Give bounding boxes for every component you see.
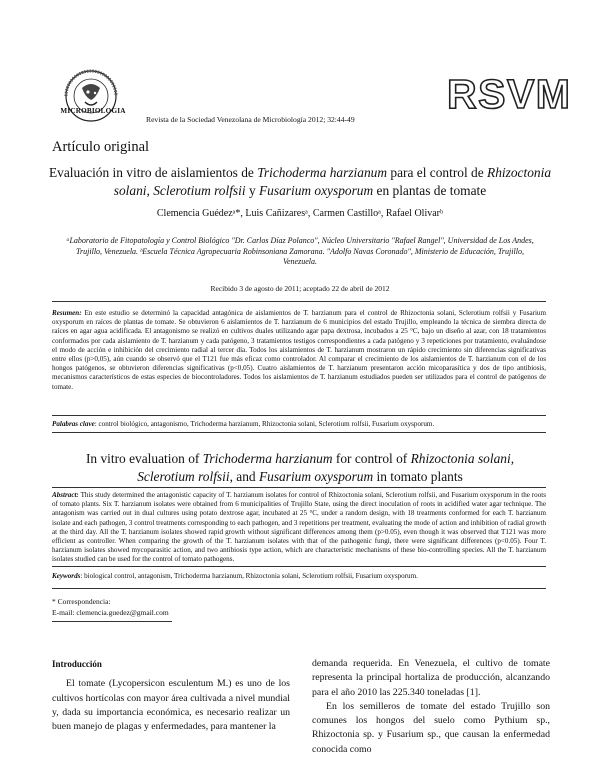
paragraph: En los semilleros de tomate del estado Trujillo son comunes los hongos del suelo como Pythium sp., Rhizoctonia sp. y Fusarium sp., que causan la enfermedad conocida como [312,700,550,755]
divider [52,487,546,488]
correspondence-email: E-mail: clemencia.guedez@gmail.com [52,608,169,617]
received-dates: Recibido 3 de agosto de 2011; aceptado 22 de abril de 2012 [210,284,390,293]
footnote-divider [52,621,172,622]
column-left [52,657,290,734]
column-right [312,657,550,757]
divider [52,415,546,416]
divider [52,588,546,589]
paragraph: demanda requerida. En Venezuela, el cultivo de tomate representa la principal hortaliza de producción, alcanzando para el año 2010 las 225.340 toneladas [1]. [312,658,550,698]
correspondence [52,596,169,618]
journal-reference: Revista de la Sociedad Venezolana de Microbiología 2012; 32:44-49 [146,115,355,124]
divider [52,432,546,433]
article-type: Artículo original [52,139,150,155]
resumen: Resumen: En este estudio se determinó la capacidad antagónica de aislamientos de T. harzianum para el control de Rhizoctonia solani, Sclerotium rolfsii y Fusarium oxysporum en raíces de plantas de tomate. Se obtuvieron 6 aislamientos de T. harzianum de 6 municipios del estado Trujillo, empleando la técnica de siembra directa de raíces en agar agua acidificada. El antagonismo se realizó en cultivos duales utilizando agar papa dextrosa, incubados a 25 °C, bajo un diseño al azar, con 18 tratamientos conformados por cada aislamiento de T. harzianum y cada patógeno, 3 tratamientos testigos correspondientes a cada patógeno y 3 repeticiones por tratamiento, evaluándose el modo de acción e inhibición del crecimiento radial al tercer día. Todos los aislamientos de T. harzianum mostraron un rápido crecimiento sin diferencias significativas entre ellos (p>0,05), aún cuando se observó que el T121 fue más eficaz como controlador. Al comparar el crecimiento de los aislamientos de T. harzianum con el de los hongos patógenos, se obtuvieron diferencias significativas (p<0,05). Cuatro aislamientos de T. harzianum presentaron acción micoparasítica y dos de tipo antibiosis, mecanismos característicos de estas especies de biocontroladores. Todos los aislamientos de T. harzianum estudiados pueden ser utilizados para el control de patógenos de tomate. [52,309,546,391]
divider [52,566,546,567]
logo-caption: MICROBIOLOGIA [60,107,126,115]
abstract: Abstract: This study determined the antagonistic capacity of T. harzianum isolates for control of Rhizoctonia solani, Sclerotium rolfsii, and Fusarium oxysporum in the roots of tomato plants. Six T. harzianum isolates were obtained from 6 municipalities of Trujillo State, using the direct inoculation of roots in acidified water agar technique. The antagonism was carried out in dual cultures using potato dextrose agar, incubated at 25 °C, under a random design, with 18 treatments conformed for each T. harzianum isolate and each pathogen, 3 control treatments corresponding to each pathogen, and 3 repetitions per treatment, evaluating the mode of action and inhibition of radial growth at the third day. All the T. harzianum isolates showed rapid growth without significant differences among them (p>0.05), even though it was observed that T121 was more efficient as controller. When comparing the growth of the T. harzianum isolates with that of the pathogenic fungi, there were significant differences (p<0.05). Four T. harzianum isolates showed mycoparasitic action, and two antibiosis type action, which are characteristic mechanisms of these bio-controlling species. All the T. harzianum isolates studied can be used for the control of tomato pathogens. [52,491,546,564]
correspondence-label: * Correspondencia: [52,597,111,606]
title-english: In vitro evaluation of Trichoderma harzianum for control of Rhizoctonia solani, Sclerotium rolfsii, and Fusarium oxysporum in tomato plants [85,451,515,484]
divider [52,301,546,302]
section-heading: Introducción [52,659,102,669]
authors: Clemencia Guédezᵃ*, Luis Cañizaresᵃ, Carmen Castilloᵃ, Rafael Olivarᵇ [156,208,444,219]
keywords: Keywords: biological control, antagonism, Trichoderma harzianum, Rhizoctonia solani, Sclerotium rolfsii, Fusarium oxysporum. [52,572,418,580]
affiliations: ᵃLaboratorio de Fitopatología y Control Biológico "Dr. Carlos Díaz Polanco", Núcleo Universitario "Rafael Rangel", Universidad de Los Andes, Trujillo, Venezuela. ᵇEscuela Técnica Agropecuaria Robinsoniana Zamorana. "Adolfo Navas Coronado", Ministerio de Educación, Trujillo, Venezuela. [66,236,534,266]
journal-brand: RSVM [447,71,572,117]
palabras-clave: Palabras clave: control biológico, antagonismo, Trichoderma harzianum, Rhizoctonia solani, Sclerotium rolfsii, Fusarium oxysporum. [52,420,435,428]
title-spanish: Evaluación in vitro de aislamientos de Trichoderma harzianum para el control de Rhizoctonia solani, Sclerotium rolfsii y Fusarium oxysporum en plantas de tomate [48,165,552,198]
paragraph: El tomate (Lycopersicon esculentum M.) es uno de los cultivos hortícolas con mayor área cultivada a nivel mundial y, dada su importancia económica, es necesario realizar un buen manejo de plagas y enfermedades, para mantener la [52,678,290,733]
